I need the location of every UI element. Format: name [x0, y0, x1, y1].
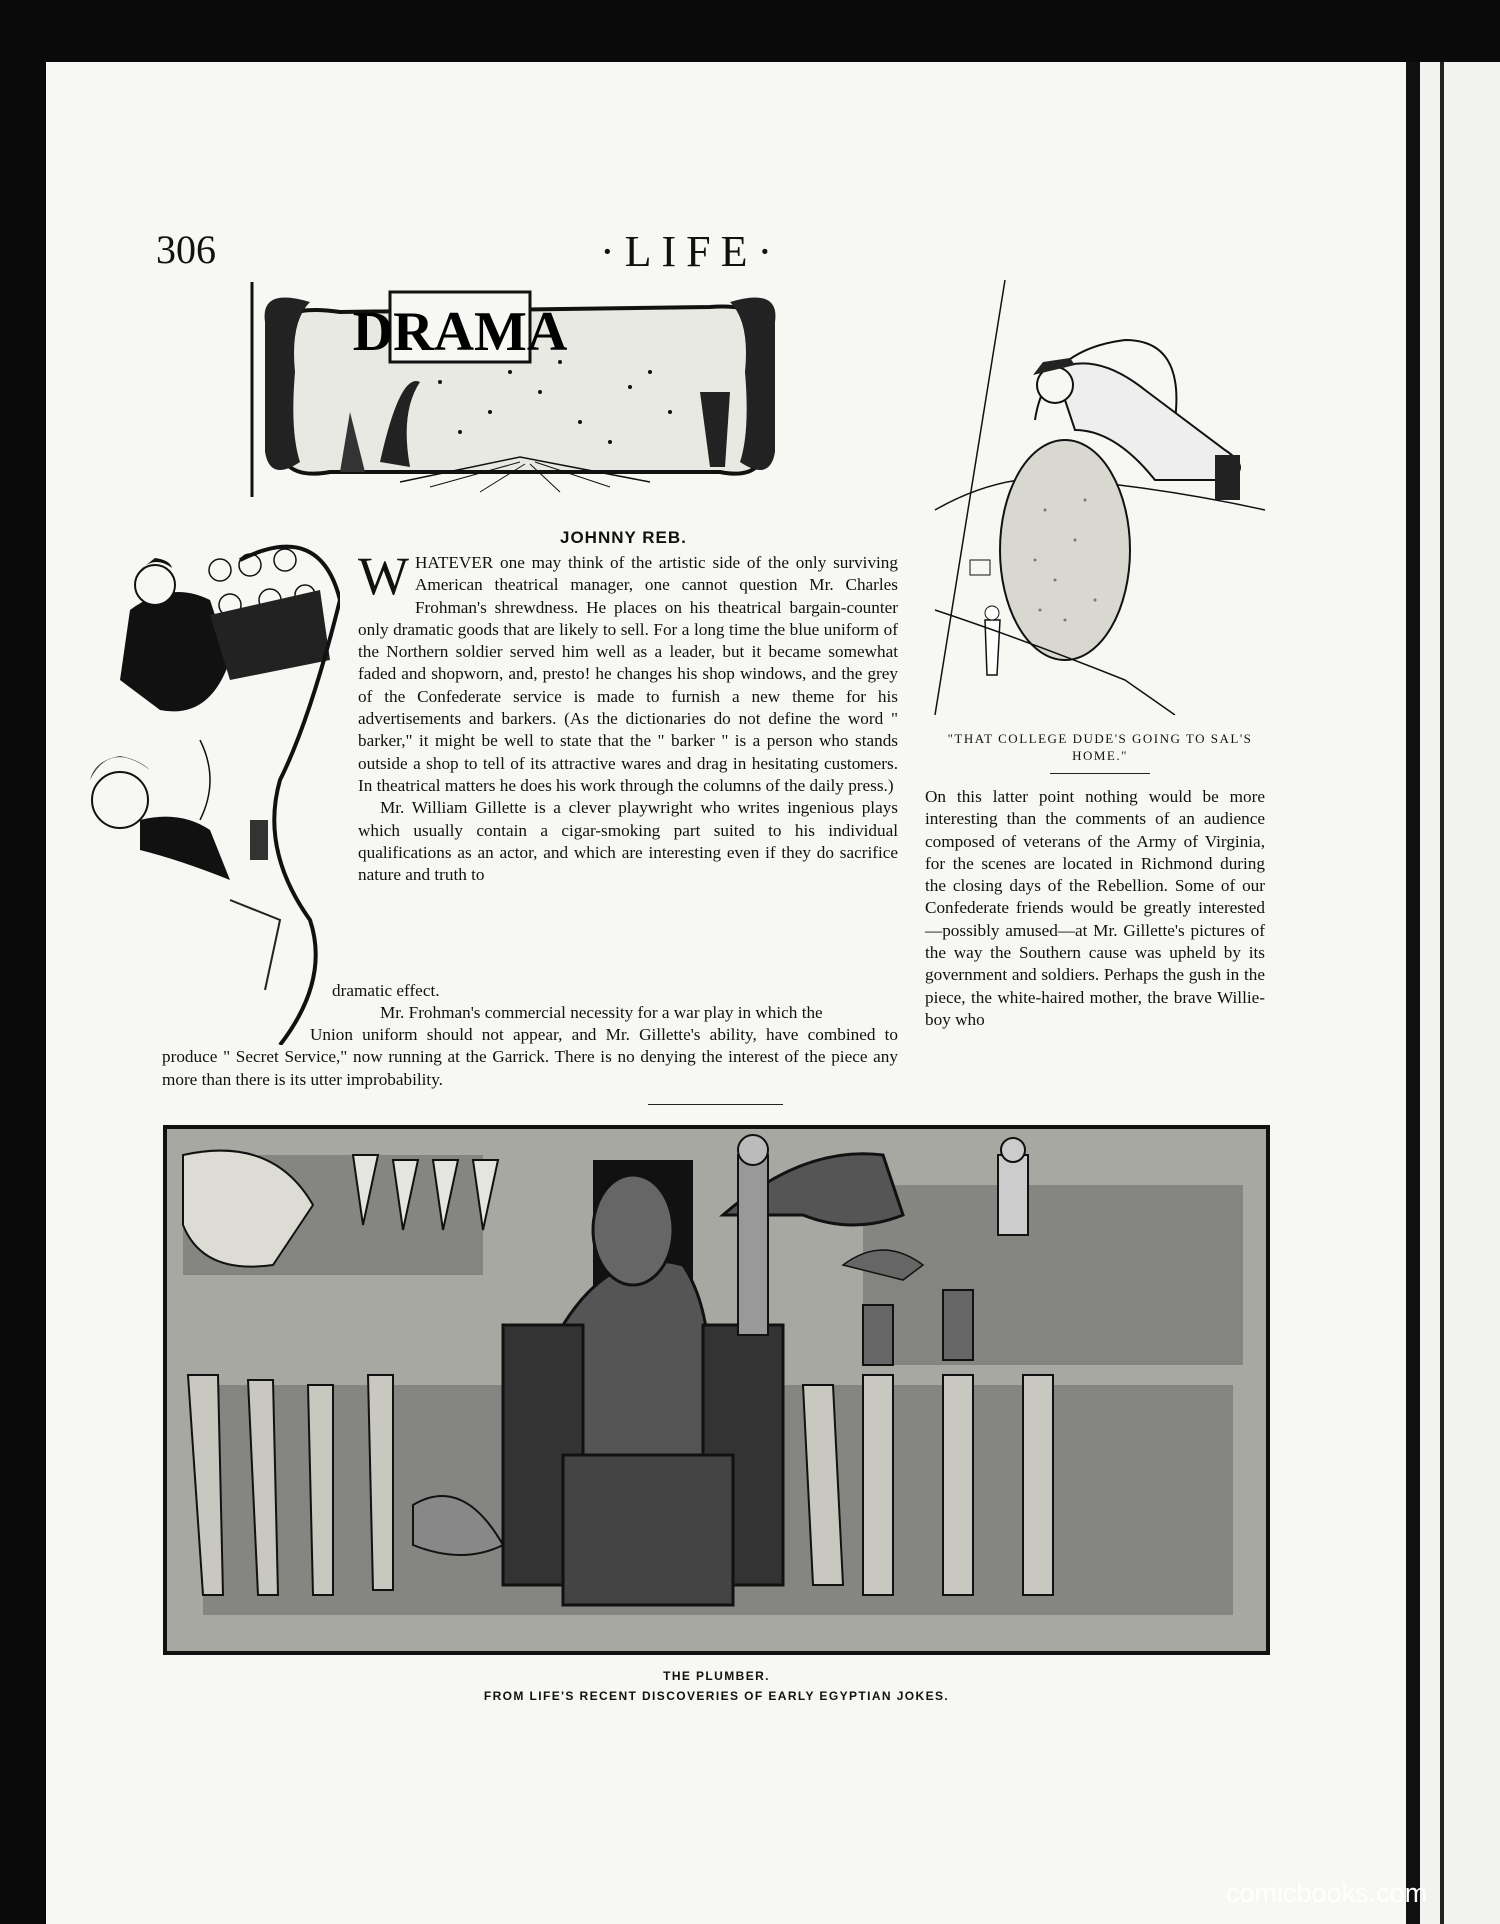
drop-cap: W: [358, 546, 409, 606]
section-divider-rule: [648, 1104, 783, 1105]
caption-rule: [1050, 773, 1150, 774]
plumber-caption-subtitle: FROM LIFE'S RECENT DISCOVERIES OF EARLY EGYPTIAN JOKES.: [483, 1689, 950, 1703]
college-dude-illustration: [925, 280, 1280, 715]
site-watermark: comicbooks.com: [1226, 1878, 1428, 1908]
drama-heading-illustration: [250, 282, 790, 497]
page-edge-shadow: [1406, 62, 1420, 1924]
next-page-rule: [1440, 62, 1444, 1924]
article-paragraph-3-rest: Union uniform should not appear, and Mr. Gillette's ability, have combined to produce " Secret Service," now running at the Garrick. There is no denying the interest of the piece any more than there is its utter improbability.: [162, 1025, 898, 1089]
plumber-caption: [163, 1666, 1270, 1706]
article-paragraph-2-tail: dramatic effect.: [332, 981, 440, 1000]
college-dude-caption: "THAT COLLEGE DUDE'S GOING TO SAL'S HOME.": [947, 731, 1253, 763]
article-headline: JOHNNY REB.: [560, 528, 687, 547]
next-page-strip: [1420, 62, 1500, 1924]
page-number: 306: [156, 227, 216, 272]
article-paragraph-1: [358, 546, 898, 797]
article-paragraph-2: Mr. William Gillette is a clever playwright who writes ingenious plays which usually contain a cigar-smoking part suited to his individual qualifications as an actor, and which are interesting even if they do sacrifice nature and truth to: [358, 798, 898, 885]
article-main-column: [358, 546, 898, 886]
article-paragraph-1-text: HATEVER one may think of the artistic side of the only surviving American theatrical manager, one cannot question Mr. Charles Frohman's shrewdness. He places on his theatrical bargain-counter only dramatic goods that are likely to sell. For a long time the blue uniform of the Northern soldier served him well as a leader, but it became somewhat faded and shopworn, and, presto! he changes his shop windows, and the grey of the Confederate service is made to furnish a new theme for his advertisements and barkers. (As the dictionaries do not define the word " barker," it might be well to state that the " barker " is a person who stands outside a shop to tell of its attractive wares and drag in hesitating customers. In theatrical matters he does his work through the columns of the daily press.): [358, 553, 898, 795]
article-right-column: On this latter point nothing would be more interesting than the comments of an audience composed of veterans of the Army of Virginia, for the scenes are located in Richmond during the closing days of the Rebellion. Some of our Confederate friends would be greatly interested—possibly amused—at Mr. Gillette's pictures of the way the Southern cause was upheld by its government and soldiers. Perhaps the gush in the piece, the white-haired mother, the brave Willie-boy who: [925, 787, 1265, 1029]
theater-audience-illustration: [80, 520, 340, 1045]
plumber-caption-title: THE PLUMBER.: [663, 1669, 770, 1683]
masthead-title: ·LIFE·: [600, 227, 783, 276]
plumber-egyptian-illustration: [163, 1125, 1270, 1655]
article-paragraph-3-start: Mr. Frohman's commercial necessity for a war play in which the: [380, 1003, 823, 1022]
drama-heading-text: DRAMA: [352, 301, 568, 363]
